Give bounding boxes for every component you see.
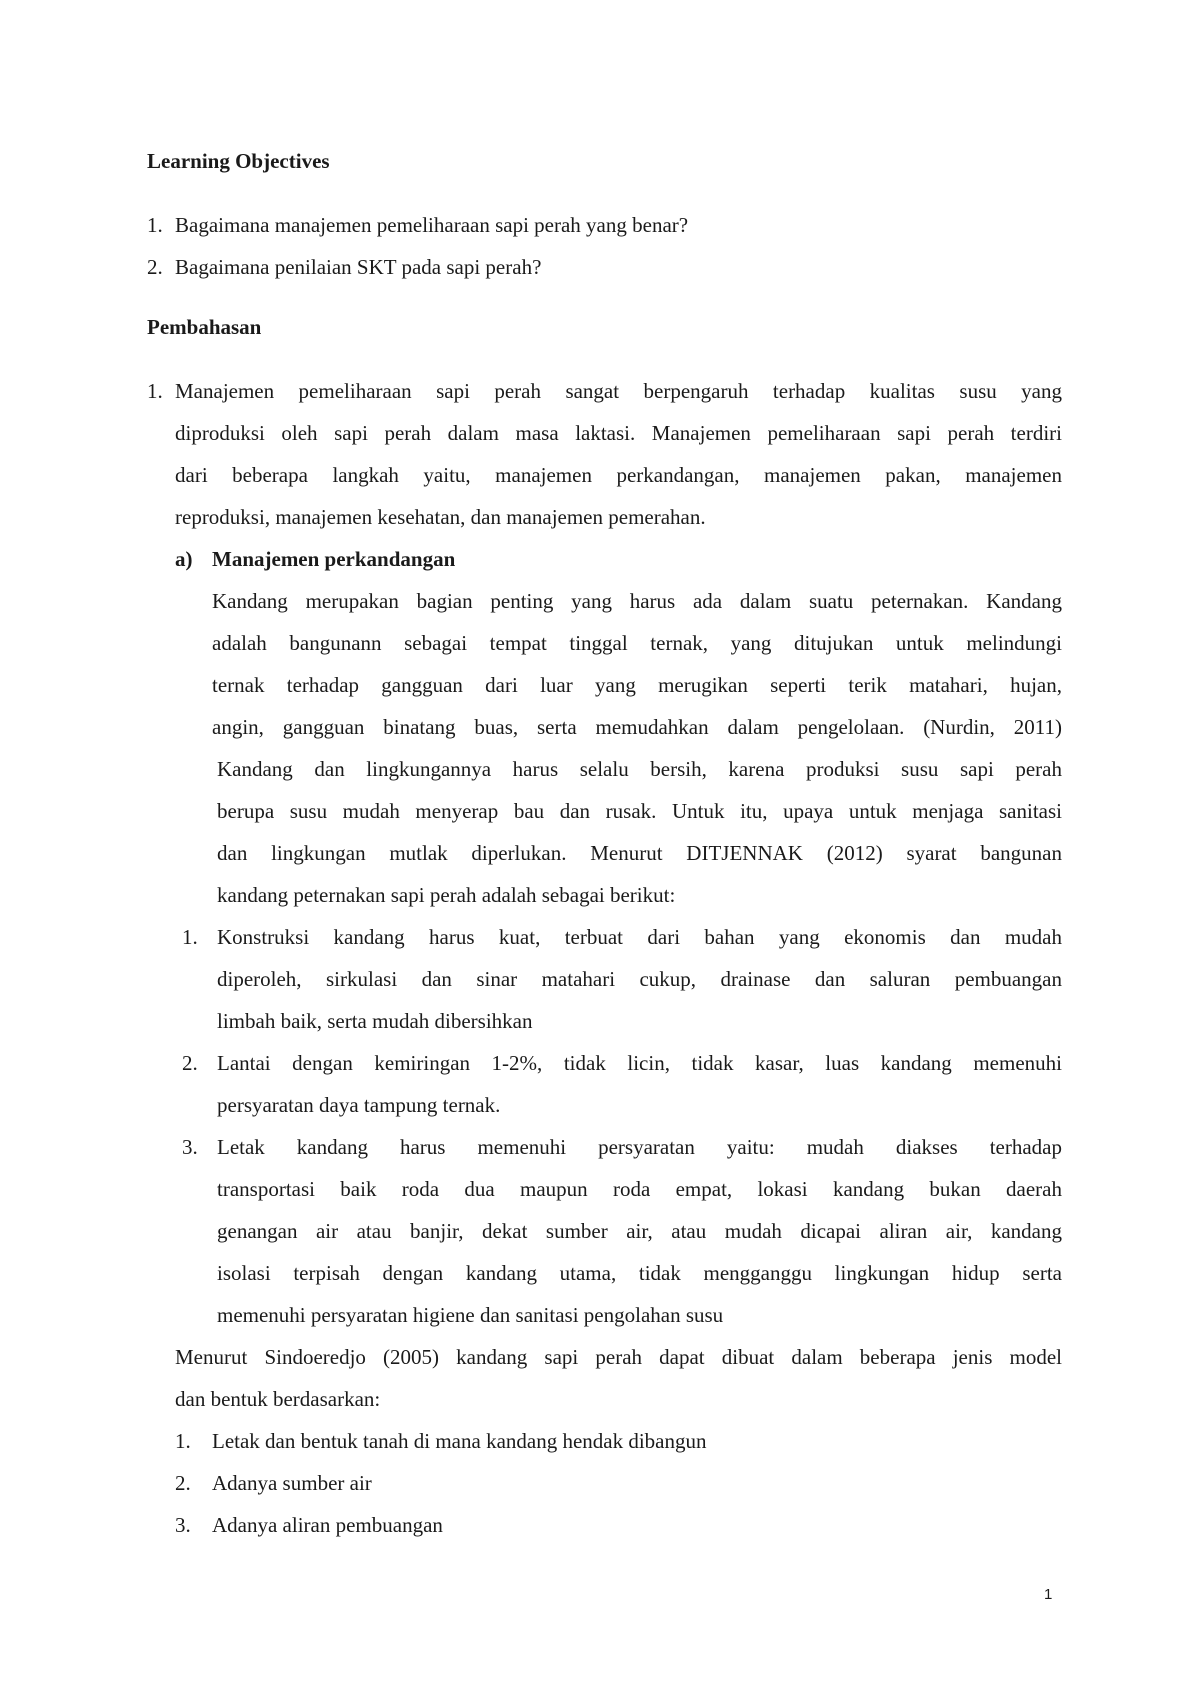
- requirement-line: Lantai dengan kemiringan 1-2%, tidak licin, tidak kasar, luas kandang memenuhi: [217, 1051, 1062, 1075]
- requirement-line: diperoleh, sirkulasi dan sinar matahari cukup, drainase dan saluran pembuangan: [217, 967, 1062, 991]
- paragraph-line: Menurut Sindoeredjo (2005) kandang sapi perah dapat dibuat dalam beberapa jenis model: [175, 1345, 1062, 1369]
- factor-number: 3.: [175, 1513, 191, 1537]
- paragraph-line: dan bentuk berdasarkan:: [175, 1387, 381, 1411]
- discussion-line: diproduksi oleh sapi perah dalam masa laktasi. Manajemen pemeliharaan sapi perah terdiri: [175, 421, 1062, 445]
- discussion-number: 1.: [147, 379, 163, 403]
- requirement-line: transportasi baik roda dua maupun roda empat, lokasi kandang bukan daerah: [217, 1177, 1062, 1201]
- objective-number: 2.: [147, 255, 163, 279]
- requirement-line: isolasi terpisah dengan kandang utama, tidak mengganggu lingkungan hidup serta: [217, 1261, 1062, 1285]
- subsection-label: a): [175, 547, 193, 571]
- paragraph-line: berupa susu mudah menyerap bau dan rusak. Untuk itu, upaya untuk menjaga sanitasi: [217, 799, 1062, 823]
- requirement-line: genangan air atau banjir, dekat sumber air, atau mudah dicapai aliran air, kandang: [217, 1219, 1062, 1243]
- paragraph-line: adalah bangunann sebagai tempat tinggal ternak, yang ditujukan untuk melindungi: [212, 631, 1062, 655]
- page-number: 1: [1044, 1586, 1053, 1603]
- requirement-number: 2.: [182, 1051, 198, 1075]
- requirement-line: persyaratan daya tampung ternak.: [217, 1093, 501, 1117]
- requirement-line: Letak kandang harus memenuhi persyaratan yaitu: mudah diakses terhadap: [217, 1135, 1062, 1159]
- paragraph-line: kandang peternakan sapi perah adalah sebagai berikut:: [217, 883, 676, 907]
- requirement-line: limbah baik, serta mudah dibersihkan: [217, 1009, 533, 1033]
- discussion-line: reproduksi, manajemen kesehatan, dan manajemen pemerahan.: [175, 505, 706, 529]
- factor-text: Adanya aliran pembuangan: [212, 1513, 443, 1537]
- requirement-number: 3.: [182, 1135, 198, 1159]
- requirement-line: memenuhi persyaratan higiene dan sanitasi pengolahan susu: [217, 1303, 724, 1327]
- factor-number: 2.: [175, 1471, 191, 1495]
- subsection-title: Manajemen perkandangan: [212, 547, 456, 571]
- pembahasan-heading: Pembahasan: [147, 315, 262, 339]
- objective-text: Bagaimana manajemen pemeliharaan sapi perah yang benar?: [175, 213, 689, 237]
- paragraph-line: angin, gangguan binatang buas, serta memudahkan dalam pengelolaan. (Nurdin, 2011): [212, 715, 1062, 739]
- requirement-number: 1.: [182, 925, 198, 949]
- discussion-line: dari beberapa langkah yaitu, manajemen perkandangan, manajemen pakan, manajemen: [175, 463, 1062, 487]
- paragraph-line: Kandang dan lingkungannya harus selalu bersih, karena produksi susu sapi perah: [217, 757, 1062, 781]
- factor-text: Letak dan bentuk tanah di mana kandang hendak dibangun: [212, 1429, 707, 1453]
- learning-objectives-heading: Learning Objectives: [147, 149, 330, 173]
- paragraph-line: Kandang merupakan bagian penting yang harus ada dalam suatu peternakan. Kandang: [212, 589, 1062, 613]
- discussion-line: Manajemen pemeliharaan sapi perah sangat berpengaruh terhadap kualitas susu yang: [175, 379, 1062, 403]
- factor-number: 1.: [175, 1429, 191, 1453]
- paragraph-line: ternak terhadap gangguan dari luar yang merugikan seperti terik matahari, hujan,: [212, 673, 1062, 697]
- paragraph-line: dan lingkungan mutlak diperlukan. Menurut DITJENNAK (2012) syarat bangunan: [217, 841, 1062, 865]
- requirement-line: Konstruksi kandang harus kuat, terbuat dari bahan yang ekonomis dan mudah: [217, 925, 1062, 949]
- objective-number: 1.: [147, 213, 163, 237]
- factor-text: Adanya sumber air: [212, 1471, 372, 1495]
- objective-text: Bagaimana penilaian SKT pada sapi perah?: [175, 255, 542, 279]
